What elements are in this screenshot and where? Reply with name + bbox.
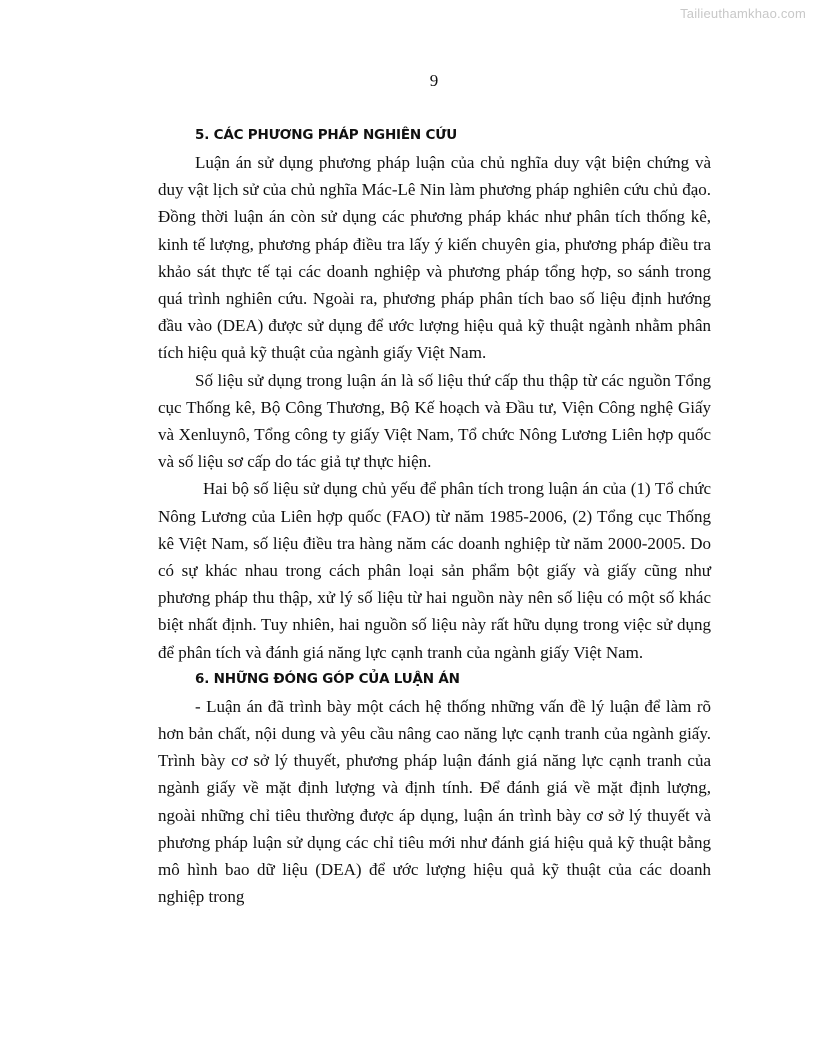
paragraph: Hai bộ số liệu sử dụng chủ yếu để phân tích trong luận án của (1) Tổ chức Nông Lương của Liên hợp quốc (FAO) từ năm 1985-2006, (2) Tổng cục Thống kê Việt Nam, số liệu điều tra hàng năm các doanh nghiệp từ năm 2000-2005. Do có sự khác nhau trong cách phân loại sản phẩm bột giấy và giấy cũng như phương pháp thu thập, xử lý số liệu từ hai nguồn này nên số liệu có một số khác biệt nhất định. Tuy nhiên, hai nguồn số liệu này rất hữu dụng trong việc sử dụng để phân tích và đánh giá năng lực cạnh tranh của ngành giấy Việt Nam. bbox=[158, 479, 711, 662]
section-heading: 5. CÁC PHƯƠNG PHÁP NGHIÊN CỨU bbox=[195, 127, 458, 143]
section-methods bbox=[158, 122, 711, 666]
section-heading: 6. NHỮNG ĐÓNG GÓP CỦA LUẬN ÁN bbox=[195, 670, 460, 687]
section-contributions bbox=[158, 666, 711, 911]
document-body bbox=[158, 122, 711, 910]
paragraph: - Luận án đã trình bày một cách hệ thống những vấn đề lý luận để làm rõ hơn bản chất, nội dung và yêu cầu nâng cao năng lực cạnh tranh của ngành giấy. Trình bày cơ sở lý thuyết, phương pháp luận đánh giá năng lực cạnh tranh của ngành giấy về mặt định lượng và định tính. Để đánh giá về mặt định lượng, ngoài những chỉ tiêu thường được áp dụng, luận án trình bày cơ sở lý thuyết và phương pháp luận sử dụng các chỉ tiêu mới như đánh giá hiệu quả kỹ thuật bằng mô hình bao dữ liệu (DEA) để ước lượng hiệu quả kỹ thuật của các doanh nghiệp trong bbox=[158, 696, 711, 907]
watermark-text: Tailieuthamkhao.com bbox=[680, 6, 806, 21]
page-number: 9 bbox=[429, 71, 439, 90]
paragraph: Luận án sử dụng phương pháp luận của chủ nghĩa duy vật biện chứng và duy vật lịch sử của chủ nghĩa Mác-Lê Nin làm phương pháp nghiên cứu chủ đạo. Đồng thời luận án còn sử dụng các phương pháp khác như phân tích thống kê, kinh tế lượng, phương pháp điều tra lấy ý kiến chuyên gia, phương pháp điều tra khảo sát thực tế tại các doanh nghiệp và phương pháp tổng hợp, so sánh trong quá trình nghiên cứu. Ngoài ra, phương pháp phân tích bao số liệu định hướng đầu vào (DEA) được sử dụng để ước lượng hiệu quả kỹ thuật ngành nhằm phân tích hiệu quả kỹ thuật của ngành giấy Việt Nam. bbox=[158, 153, 711, 363]
paragraph: Số liệu sử dụng trong luận án là số liệu thứ cấp thu thập từ các nguồn Tổng cục Thống kê, Bộ Công Thương, Bộ Kế hoạch và Đầu tư, Viện Công nghệ Giấy và Xenluynô, Tổng công ty giấy Việt Nam, Tổ chức Nông Lương Liên hợp quốc và số liệu sơ cấp do tác giả tự thực hiện. bbox=[158, 370, 711, 472]
